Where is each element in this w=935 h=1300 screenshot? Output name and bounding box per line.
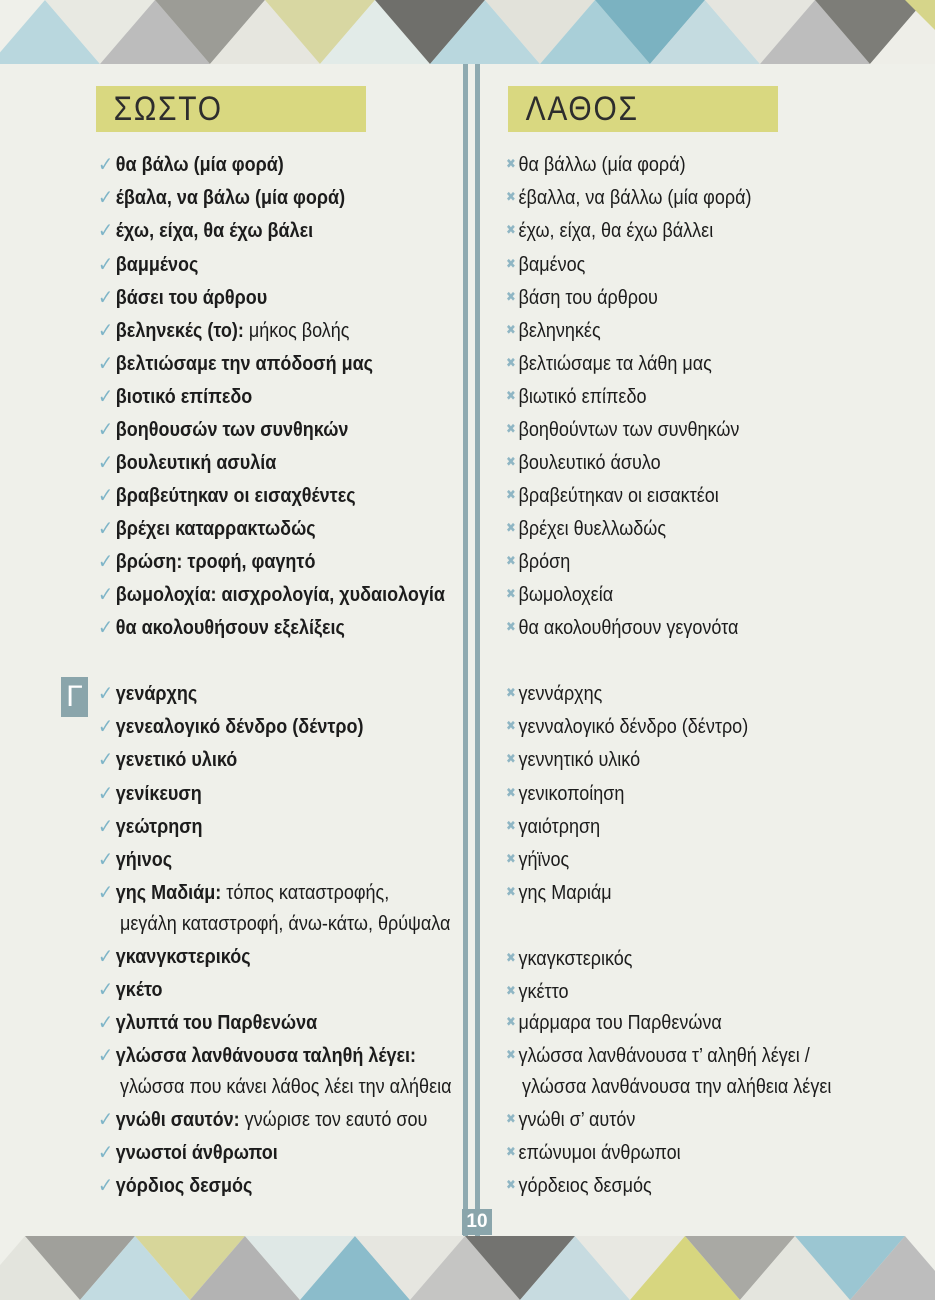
cross-icon: ✖	[506, 256, 516, 271]
cross-icon: ✖	[506, 718, 516, 733]
decorative-triangle-band-bottom	[0, 1236, 935, 1300]
cross-icon: ✖	[506, 950, 516, 965]
correct-item: ✓ γενίκευση	[98, 783, 202, 805]
correct-item: ✓ βουλευτική ασυλία	[98, 452, 277, 474]
check-icon: ✓	[98, 716, 114, 738]
cross-icon: ✖	[506, 1177, 516, 1192]
check-icon: ✓	[98, 220, 114, 242]
check-icon: ✓	[98, 1109, 114, 1131]
check-icon: ✓	[98, 419, 114, 441]
cross-icon: ✖	[506, 586, 516, 601]
wrong-item: ✖ βουλευτικό άσυλο	[506, 452, 661, 474]
check-icon: ✓	[98, 749, 114, 771]
cross-icon: ✖	[506, 355, 516, 370]
cross-icon: ✖	[506, 1047, 516, 1062]
wrong-item: ✖ έχω, είχα, θα έχω βάλλει	[506, 220, 714, 242]
check-icon: ✓	[98, 584, 114, 606]
check-icon: ✓	[98, 683, 114, 705]
cross-icon: ✖	[506, 851, 516, 866]
cross-icon: ✖	[506, 818, 516, 833]
wrong-item: ✖ γλώσσα λανθάνουσα τ’ αληθή λέγει /	[506, 1045, 810, 1067]
correct-item-continuation: γλώσσα που κάνει λάθος λέει την αλήθεια	[120, 1076, 452, 1098]
wrong-item: ✖ βεληνηκές	[506, 320, 601, 342]
cross-icon: ✖	[506, 388, 516, 403]
cross-icon: ✖	[506, 189, 516, 204]
check-icon: ✓	[98, 1045, 114, 1067]
correct-item: ✓ γνώθι σαυτόν: γνώρισε τον εαυτό σου	[98, 1109, 428, 1131]
cross-icon: ✖	[506, 751, 516, 766]
check-icon: ✓	[98, 485, 114, 507]
cross-icon: ✖	[506, 1144, 516, 1159]
correct-item: ✓ γνωστοί άνθρωποι	[98, 1142, 278, 1164]
correct-item: ✓ βοηθουσών των συνθηκών	[98, 419, 349, 441]
wrong-item: ✖ έβαλλα, να βάλλω (μία φορά)	[506, 187, 752, 209]
wrong-item: ✖ γεννάρχης	[506, 683, 603, 705]
correct-item: ✓ γήινος	[98, 849, 173, 871]
correct-item: ✓ βαμμένος	[98, 254, 199, 276]
section-letter-tab: Γ	[61, 677, 88, 717]
wrong-item: ✖ βραβεύτηκαν οι εισακτέοι	[506, 485, 719, 507]
page-number: 10	[462, 1209, 492, 1235]
cross-icon: ✖	[506, 619, 516, 634]
wrong-item-continuation: γλώσσα λανθάνουσα την αλήθεια λέγει	[522, 1076, 832, 1098]
check-icon: ✓	[98, 816, 114, 838]
correct-item: ✓ γενεαλογικό δένδρο (δέντρο)	[98, 716, 364, 738]
wrong-item: ✖ γνώθι σ’ αυτόν	[506, 1109, 636, 1131]
correct-item: ✓ γλυπτά του Παρθενώνα	[98, 1012, 318, 1034]
check-icon: ✓	[98, 320, 114, 342]
cross-icon: ✖	[506, 454, 516, 469]
wrong-item: ✖ επώνυμοι άνθρωποι	[506, 1142, 681, 1164]
correct-item: ✓ βάσει του άρθρου	[98, 287, 268, 309]
correct-item: ✓ γης Μαδιάμ: τόπος καταστροφής,	[98, 882, 390, 904]
check-icon: ✓	[98, 452, 114, 474]
cross-icon: ✖	[506, 983, 516, 998]
correct-item: ✓ βελτιώσαμε την απόδοσή μας	[98, 353, 374, 375]
correct-item: ✓ βεληνεκές (το): μήκος βολής	[98, 320, 350, 342]
wrong-item: ✖ βωμολοχεία	[506, 584, 614, 606]
check-icon: ✓	[98, 386, 114, 408]
check-icon: ✓	[98, 287, 114, 309]
wrong-item: ✖ γαιότρηση	[506, 816, 601, 838]
correct-item: ✓ βρώση: τροφή, φαγητό	[98, 551, 316, 573]
column-divider-right	[475, 64, 480, 1236]
correct-item: ✓ γλώσσα λανθάνουσα ταληθή λέγει:	[98, 1045, 417, 1067]
check-icon: ✓	[98, 551, 114, 573]
cross-icon: ✖	[506, 685, 516, 700]
wrong-item: ✖ γκαγκστερικός	[506, 948, 633, 970]
wrong-item: ✖ γενικοποίηση	[506, 783, 625, 805]
wrong-item: ✖ γήϊνος	[506, 849, 570, 871]
correct-item: ✓ θα βάλω (μία φορά)	[98, 154, 284, 176]
correct-item: ✓ βραβεύτηκαν οι εισαχθέντες	[98, 485, 356, 507]
correct-item-continuation: μεγάλη καταστροφή, άνω-κάτω, θρύψαλα	[120, 913, 451, 935]
check-icon: ✓	[98, 187, 114, 209]
correct-item: ✓ γόρδιος δεσμός	[98, 1175, 253, 1197]
column-divider-left	[463, 64, 468, 1236]
correct-item: ✓ βωμολοχία: αισχρολογία, χυδαιολογία	[98, 584, 445, 606]
check-icon: ✓	[98, 849, 114, 871]
cross-icon: ✖	[506, 222, 516, 237]
correct-item: ✓ γκέτο	[98, 979, 163, 1001]
cross-icon: ✖	[506, 421, 516, 436]
wrong-item: ✖ μάρμαρα του Παρθενώνα	[506, 1012, 722, 1034]
check-icon: ✓	[98, 882, 114, 904]
correct-item: ✓ βιοτικό επίπεδο	[98, 386, 253, 408]
wrong-item: ✖ γεννητικό υλικό	[506, 749, 641, 771]
wrong-header-title: ΛΑΘΟΣ	[525, 89, 639, 128]
wrong-item: ✖ γκέττο	[506, 981, 569, 1003]
check-icon: ✓	[98, 946, 114, 968]
cross-icon: ✖	[506, 553, 516, 568]
correct-header-title: ΣΩΣΤΟ	[113, 89, 223, 128]
correct-header	[96, 86, 366, 132]
correct-item: ✓ έχω, είχα, θα έχω βάλει	[98, 220, 314, 242]
correct-item: ✓ έβαλα, να βάλω (μία φορά)	[98, 187, 346, 209]
correct-item: ✓ θα ακολουθήσουν εξελίξεις	[98, 617, 345, 639]
correct-item: ✓ γενετικό υλικό	[98, 749, 238, 771]
cross-icon: ✖	[506, 1111, 516, 1126]
cross-icon: ✖	[506, 520, 516, 535]
check-icon: ✓	[98, 1175, 114, 1197]
correct-item: ✓ γκανγκστερικός	[98, 946, 251, 968]
cross-icon: ✖	[506, 289, 516, 304]
wrong-item: ✖ βιωτικό επίπεδο	[506, 386, 647, 408]
correct-item: ✓ γεώτρηση	[98, 816, 203, 838]
wrong-item: ✖ βελτιώσαμε τα λάθη μας	[506, 353, 712, 375]
cross-icon: ✖	[506, 1014, 516, 1029]
wrong-item: ✖ βρέχει θυελλωδώς	[506, 518, 667, 540]
wrong-item: ✖ βοηθούντων των συνθηκών	[506, 419, 740, 441]
cross-icon: ✖	[506, 322, 516, 337]
cross-icon: ✖	[506, 156, 516, 171]
wrong-item: ✖ βρόση	[506, 551, 571, 573]
check-icon: ✓	[98, 353, 114, 375]
check-icon: ✓	[98, 783, 114, 805]
decorative-triangle-band-top	[0, 0, 935, 64]
check-icon: ✓	[98, 518, 114, 540]
wrong-header	[508, 86, 778, 132]
correct-item: ✓ βρέχει καταρρακτωδώς	[98, 518, 316, 540]
cross-icon: ✖	[506, 487, 516, 502]
wrong-item: ✖ γόρδειος δεσμός	[506, 1175, 652, 1197]
check-icon: ✓	[98, 1142, 114, 1164]
wrong-item: ✖ θα ακολουθήσουν γεγονότα	[506, 617, 739, 639]
check-icon: ✓	[98, 617, 114, 639]
correct-item: ✓ γενάρχης	[98, 683, 198, 705]
wrong-item: ✖ βάση του άρθρου	[506, 287, 658, 309]
wrong-item: ✖ γης Μαριάμ	[506, 882, 612, 904]
wrong-item: ✖ βαμένος	[506, 254, 586, 276]
check-icon: ✓	[98, 154, 114, 176]
check-icon: ✓	[98, 979, 114, 1001]
cross-icon: ✖	[506, 884, 516, 899]
cross-icon: ✖	[506, 785, 516, 800]
check-icon: ✓	[98, 254, 114, 276]
wrong-item: ✖ γενναλογικό δένδρο (δέντρο)	[506, 716, 749, 738]
check-icon: ✓	[98, 1012, 114, 1034]
wrong-item: ✖ θα βάλλω (μία φορά)	[506, 154, 686, 176]
